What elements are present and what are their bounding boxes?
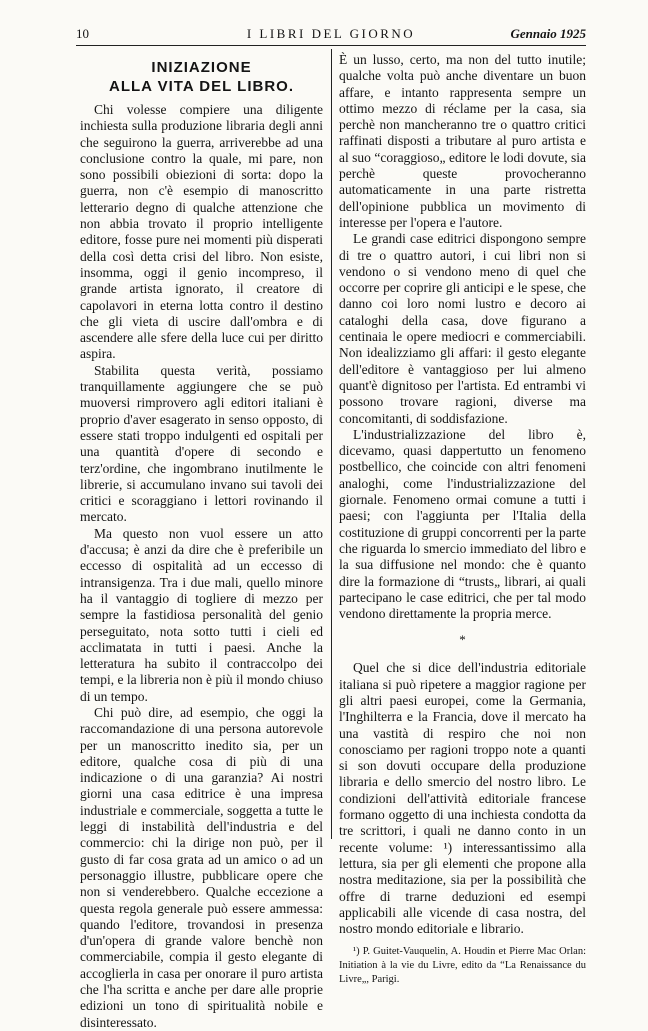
paragraph-3: Ma questo non vuol essere un atto d'accusa; è anzi da dire che è preferibile un eccesso di ospitalità ad un eccesso di intransigenza. Tra i due mali, quello minore ha il vantaggio di togliere di mezzo per sempre la fastidiosa personalità del genio perseguitato, nota sotto tutti i cieli ed acclimatata in tutti i paesi. Anche la letteratura ha subito il contraccolpo dei tempi, e la libreria non è più il mondo chiuso di un tempo. [80, 525, 323, 704]
right-column [339, 52, 586, 987]
article-title [80, 58, 323, 96]
running-title: I LIBRI DEL GIORNO [246, 26, 416, 41]
left-column [80, 58, 323, 1031]
paragraph-7: L'industrializzazione del libro è, dicevamo, quasi dappertutto un fenomeno postbellico, che coincide con altri fenomeni analoghi, come l'industrializzazione del giornale. Fenomeno ormai comune a tutti i paesi; con l'aggiunta per l'Italia della costituzione di gruppi concorrenti per la parte che riguarda lo smercio immediato del libro e la sua diffusione nel mondo: che è quanto dire la formazione di “trusts„ librari, ai quali partecipano le case editrici, che per tal modo vendono direttamente la propria merce. [339, 426, 586, 622]
paragraph-5: È un lusso, certo, ma non del tutto inutile; qualche volta può anche diventare un buon affare, e intanto rappresenta sempre un ottimo mezzo di réclame per la casa, sia perchè non mancheranno tre o quattro critici raffinati disposti a tributare al puro artista e al suo “coraggioso„ editore le lodi dovute, sia perchè queste provocheranno automaticamente in una parte ristretta dell'opinione pubblica un movimento di interesse per l'opera e l'autore. [339, 52, 586, 230]
article-title-line-1: INIZIAZIONE [151, 59, 252, 76]
column-divider [331, 49, 332, 839]
article-title-line-2: ALLA VITA DEL LIBRO. [109, 78, 294, 95]
header-rule [76, 45, 586, 46]
paragraph-4: Chi può dire, ad esempio, che oggi la raccomandazione di una persona autorevole per un manoscritto inedito sia, per un editore, qualche cosa di più di una indicazione o di una garanzia? Ai nostri giorni una casa editrice è una impresa industriale e commerciale, soggetta a tutte le leggi di instabilità dell'industria e del commercio: chi la dirige non può, per il gusto di far cosa grata ad un amico o ad un personaggio illustre, pubblicare opere che non si venderebbero. Qualche eccezione a questa regola generale può essere ammessa: quando l'editore, trovandosi in presenza d'un'opera di grande valore benchè non commerciabile, compia il gesto elegante di accoglierla in casa per onorare il puro artista che l'ha scritta e anche per dare alle proprie edizioni un tono di spiritualità nobile e disinteressato. [80, 704, 323, 1030]
paragraph-1: Chi volesse compiere una diligente inchiesta sulla produzione libraria degli anni che seguirono la guerra, arriverebbe ad una conclusione contro la quale, mi pare, non sono possibili obiezioni di sorta: dopo la guerra, non c'è esempio di manoscritto letterario degno di qualche attenzione che non abbia trovato il proprio intelligente editore, fosse pure nei momenti più disperati della così detta crisi del libro. Non esiste, insomma, oggi il genio incompreso, il grande artista ignorato, il creatore di capolavori in eterna lotta contro il destino che gli vieta di uscire dall'ombra e di ascendere alle sfere della luce cui per diritto aspira. [80, 102, 323, 362]
paragraph-2: Stabilita questa verità, possiamo tranquillamente aggiungere che se può muoversi rimprovero agli editori italiani è proprio d'aver esagerato in senso opposto, di essere stati troppo indulgenti ed ospitali per una quantità d'opere di secondo e terz'ordine, che ingombrano inutilmente le librerie, si accumulano invano sui tavoli dei critici e scoraggiano i lettori rovinando il mercato. [80, 362, 323, 525]
page-number: 10 [76, 26, 89, 41]
footnote: ¹) P. Guitet-Vauquelin, A. Houdin et Pierre Mac Orlan: Initiation à la vie du Livre, edito da “La Renaissance du Livre„, Parigi. [339, 946, 586, 986]
paragraph-8: Quel che si dice dell'industria editoriale italiana si può ripetere a maggior ragione per gli altri paesi europei, come la Germania, l'Inghilterra e la Francia, dove il mercato ha una vastità di respiro che noi non conosciamo per ragioni troppo note a quanti si son dovuti occupare della produzione libraria e dello smercio del nostro libro. Le condizioni dell'attività editoriale francese formano oggetto di una inchiesta condotta da tre scrittori, i quali ne danno conto in un recente volume: ¹) interessantissimo alla lettura, sia per gli elementi che propone alla nostra meditazione, sia per la possibilità che offre di trarne deduzioni ed esempi applicabili alle vicende di casa nostra, del nostro mondo editoriale e librario. [339, 660, 586, 937]
issue-date: Gennaio 1925 [510, 26, 586, 41]
section-separator: * [459, 632, 466, 648]
paragraph-6: Le grandi case editrici dispongono sempre di tre o quattro autori, i cui libri non si vendono o si vendono meno di quel che occorre per coprire gli anticipi e le spese, che danno coi loro nomi lustro e decoro ai cataloghi della casa, dove figurano a centinaia le opere mediocri e commerciabili. Non idealizziamo gli affari: il gesto elegante dell'editore è vantaggioso per lui almeno quant'è dignitoso per l'artista. Ed entrambi vi possono trovare ragioni, diverse ma concomitanti, di soddisfazione. [339, 231, 586, 426]
page-header [76, 26, 586, 44]
